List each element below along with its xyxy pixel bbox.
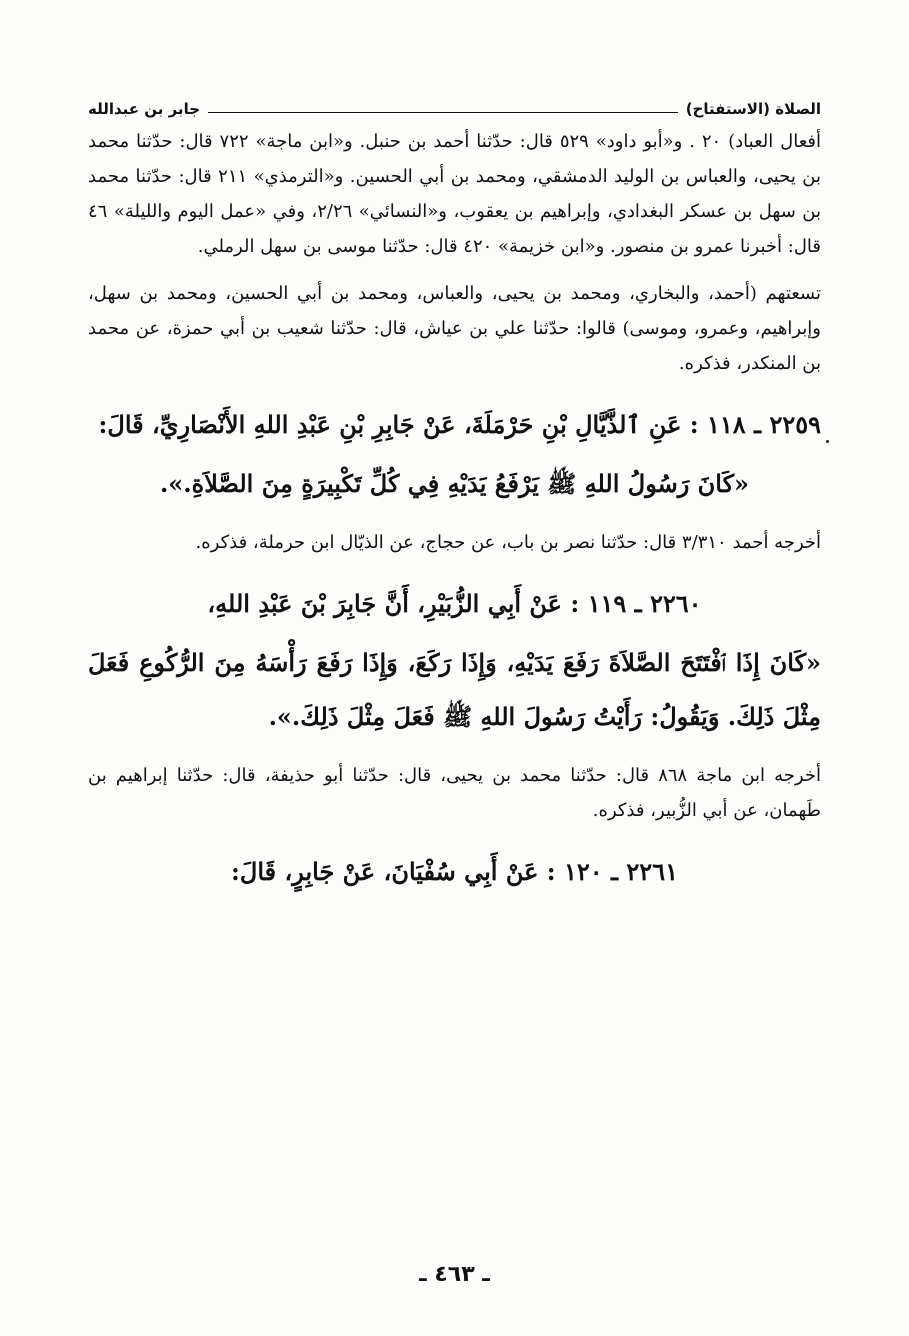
print-speck [826, 440, 829, 443]
hadith-2259-isnad: ٢٢٥٩ ـ ١١٨ : عَنِ ٱلذَّيَّالِ بْنِ حَرْمَلَةَ، عَنْ جَابِرِ بْنِ عَبْدِ اللهِ الأَنْصَارِيِّ، قَالَ: [98, 410, 821, 439]
hadith-2260-isnad: ٢٢٦٠ ـ ١١٩ : عَنْ أَبِي الزُّبَيْرِ، أَنَّ جَابِرَ بْنَ عَبْدِ اللهِ، [207, 589, 702, 618]
hadith-2261-isnad: ٢٢٦١ ـ ١٢٠ : عَنْ أَبِي سُفْيَانَ، عَنْ جَابِرٍ، قَالَ: [231, 857, 678, 886]
takhrij-paragraph-2: تسعتهم (أحمد، والبخاري، ومحمد بن يحيى، والعباس، ومحمد بن أبي الحسين، ومحمد بن سهل، وإبراهيم، وعمرو، وموسى) قالوا: حدّثنا علي بن عياش، قال: حدّثنا شعيب بن أبي حمزة، عن محمد بن المنكدر، فذكره. [88, 283, 821, 374]
header-rule [208, 112, 678, 113]
page-number: ـ ٤٦٣ ـ [419, 1262, 490, 1287]
section-title: الصلاة (الاستفتاح) [685, 100, 821, 118]
hadith-2259-matn: «كَانَ رَسُولُ اللهِ ﷺ يَرْفَعُ يَدَيْهِ فِي كُلِّ تَكْبِيرَةٍ مِنَ الصَّلاَةِ.». [159, 469, 750, 498]
hadith-2260-matn: «كَانَ إِذَا ٱفْتَتَحَ الصَّلاَةَ رَفَعَ يَدَيْهِ، وَإِذَا رَكَعَ، وَإِذَا رَفَعَ رَأْسَهُ مِنَ الرُّكُوعِ فَعَلَ مِثْلَ ذَلِكَ. وَيَقُولُ: رَأَيْتُ رَسُولَ اللهِ ﷺ فَعَلَ مِثْلَ ذَلِكَ.». [88, 648, 821, 731]
page-content [88, 92, 821, 904]
takhrij-paragraph-3: أخرجه أحمد ٣/٣١٠ قال: حدّثنا نصر بن باب، عن حجاج، عن الذيّال ابن حرملة، فذكره. [195, 532, 821, 553]
takhrij-paragraph-1: أفعال العباد) ٢٠ . و«أبو داود» ٥٢٩ قال: حدّثنا أحمد بن حنبل. و«ابن ماجة» ٧٢٢ قال: حدّثنا محمد بن يحيى، والعباس بن الوليد الدمشقي، ومحمد بن أبي الحسين. و«الترمذي» ٢١١ قال: حدّثنا محمد بن سهل بن عسكر البغدادي، وإبراهيم بن يعقوب، و«النسائي» ٢/٢٦، وفي «عمل اليوم والليلة» ٤٦ قال: أخبرنا عمرو بن منصور. و«ابن خزيمة» ٤٢٠ قال: حدّثنا موسى بن سهل الرملي. [88, 131, 822, 257]
narrator-name: جابر بن عبدالله [88, 100, 201, 118]
running-header [88, 92, 821, 118]
takhrij-paragraph-4: أخرجه ابن ماجة ٨٦٨ قال: حدّثنا محمد بن يحيى، قال: حدّثنا أبو حذيفة، قال: حدّثنا إبراهيم بن طَهمان، عن أبي الزُّبير، فذكره. [88, 765, 821, 821]
